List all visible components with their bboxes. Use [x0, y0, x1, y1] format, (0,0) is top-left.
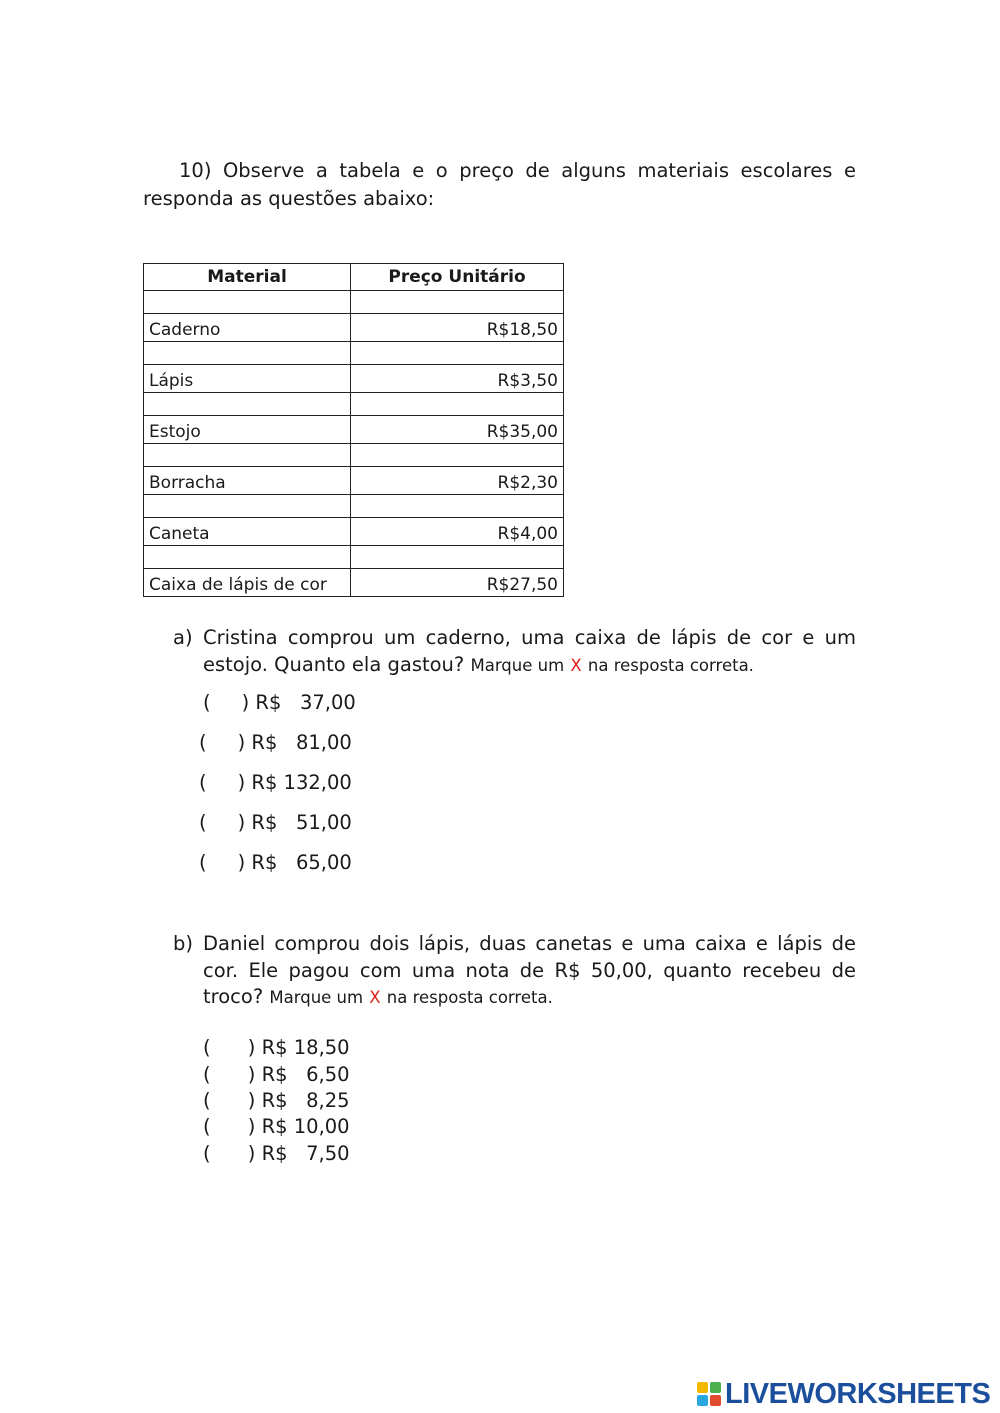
price-cell: R$27,50 — [351, 569, 564, 597]
liveworksheets-logo — [697, 1378, 990, 1410]
table-row — [144, 518, 564, 546]
answer-option-a5[interactable]: ( ) R$ 65,00 — [199, 851, 352, 874]
intro-text: 10) Observe a tabela e o preço de alguns materiais escolares e responda as questões abaixo: — [143, 159, 856, 210]
table-spacer-row — [144, 546, 564, 569]
table-row — [144, 416, 564, 444]
table-row — [144, 365, 564, 393]
table-row — [144, 314, 564, 342]
logo-mark-icon — [697, 1382, 721, 1406]
answer-option-b2[interactable]: ( ) R$ 6,50 — [203, 1063, 350, 1086]
column-header-price: Preço Unitário — [351, 264, 564, 291]
table-spacer-row — [144, 342, 564, 365]
x-mark: X — [369, 988, 381, 1007]
answer-option-a4[interactable]: ( ) R$ 51,00 — [199, 811, 352, 834]
answer-option-a2[interactable]: ( ) R$ 81,00 — [199, 731, 352, 754]
answer-option-a1[interactable]: ( ) R$ 37,00 — [203, 691, 356, 714]
price-table — [143, 263, 564, 597]
column-header-material: Material — [144, 264, 351, 291]
table-row — [144, 569, 564, 597]
material-cell: Caderno — [144, 314, 351, 342]
material-cell: Caixa de lápis de cor — [144, 569, 351, 597]
table-spacer-row — [144, 393, 564, 416]
x-mark: X — [570, 655, 582, 675]
question-a-letter: a) — [173, 626, 193, 649]
price-cell: R$3,50 — [351, 365, 564, 393]
answer-option-b1[interactable]: ( ) R$ 18,50 — [203, 1036, 350, 1059]
material-cell: Lápis — [144, 365, 351, 393]
question-a — [173, 625, 856, 679]
material-cell: Borracha — [144, 467, 351, 495]
table-spacer-row — [144, 291, 564, 314]
answer-option-b5[interactable]: ( ) R$ 7,50 — [203, 1142, 350, 1165]
material-cell: Estojo — [144, 416, 351, 444]
price-cell: R$2,30 — [351, 467, 564, 495]
brand-name: LIVEWORKSHEETS — [725, 1377, 991, 1410]
price-cell: R$18,50 — [351, 314, 564, 342]
price-cell: R$35,00 — [351, 416, 564, 444]
question-b-letter: b) — [173, 932, 193, 955]
question-b-text: Daniel comprou dois lápis, duas canetas e uma caixa e lápis de cor. Ele pagou com uma nota de R$ 50,00, quanto recebeu de troco? Marque um X na resposta correta. — [203, 932, 856, 1008]
table-row — [144, 467, 564, 495]
table-header-row — [144, 264, 564, 291]
price-cell: R$4,00 — [351, 518, 564, 546]
question-a-text: Cristina comprou um caderno, uma caixa de lápis de cor e um estojo. Quanto ela gastou? Marque um X na resposta correta. — [203, 626, 856, 676]
material-cell: Caneta — [144, 518, 351, 546]
answer-option-b4[interactable]: ( ) R$ 10,00 — [203, 1115, 350, 1138]
answer-option-b3[interactable]: ( ) R$ 8,25 — [203, 1089, 350, 1112]
question-b — [173, 931, 856, 1012]
answer-option-a3[interactable]: ( ) R$ 132,00 — [199, 771, 352, 794]
table-spacer-row — [144, 495, 564, 518]
table-spacer-row — [144, 444, 564, 467]
